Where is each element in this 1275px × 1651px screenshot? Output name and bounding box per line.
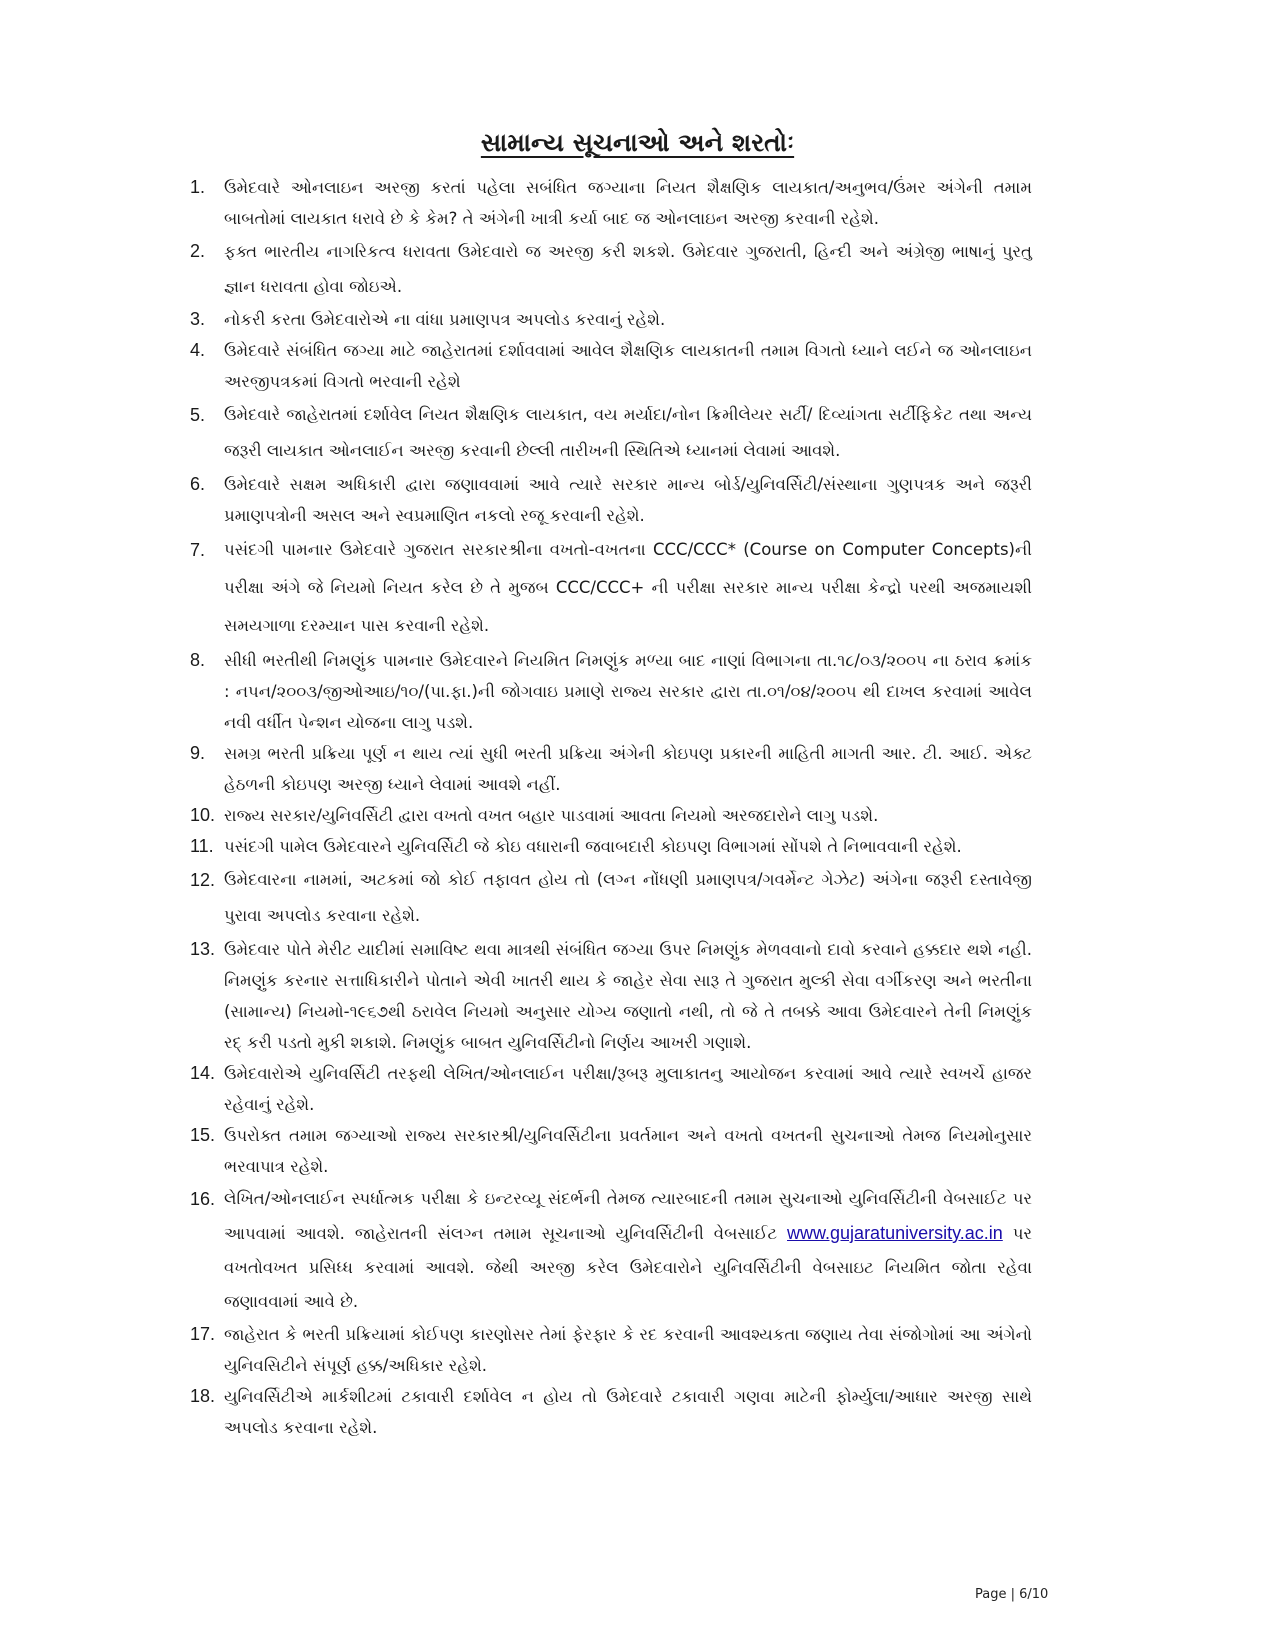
instructions-list bbox=[190, 172, 1032, 1443]
page-title: સામાન્ય સૂચનાઓ અને શરતોઃ bbox=[480, 128, 795, 157]
list-item: 7. પસંદગી પામનાર ઉમેદવારે ગુજરાત સરકારશ્રીના વખતો-વખતના CCC/CCC* (Course on Computer Concepts)ની પરીક્ષા અંગે જે નિયમો નિયત કરેલ છે તે મુજબ CCC/CCC+ ની પરીક્ષા સરકાર માન્ય પરીક્ષા કેન્દ્રો પરથી અજમાયશી સમયગાળા દરમ્યાન પાસ કરવાની રહેશે. bbox=[190, 540, 1032, 635]
university-website-link[interactable]: www.gujaratuniversity.ac.in bbox=[787, 1223, 1003, 1243]
list-item: 17. જાહેરાત કે ભરતી પ્રક્રિયામાં કોઈપણ કારણોસર તેમાં ફેરફાર કે રદ કરવાની આવશ્યકતા જણાય તેવા સંજોગોમાં આ અંગેનો યુનિવસિટીને સંપૂર્ણ હક્ક/અધિકાર રહેશે. bbox=[190, 1324, 1032, 1375]
list-item: 12. ઉમેદવારના નામમાં, અટકમાં જો કોઈ તફાવત હોય તો (લગ્ન નોંધણી પ્રમાણપત્ર/ગવર્મેન્ટ ગેઝેટ) અંગેના જરૂરી દસ્તાવેજી પુરાવા અપલોડ કરવાના રહેશે. bbox=[190, 870, 1032, 925]
list-item: 3. નોકરી કરતા ઉમેદવારોએ ના વાંધા પ્રમાણપત્ર અપલોડ કરવાનું રહેશે. bbox=[190, 309, 666, 329]
list-item: 9. સમગ્ર ભરતી પ્રક્રિયા પૂર્ણ ન થાય ત્યાં સુધી ભરતી પ્રક્રિયા અંગેની કોઇપણ પ્રકારની માહિતી માગતી આર. ટી. આઈ. એક્ટ હેઠળની કોઇપણ અરજી ધ્યાને લેવામાં આવશે નહીં. bbox=[190, 743, 1032, 794]
list-item: 6. ઉમેદવારે સક્ષમ અધિકારી દ્વારા જણાવવામાં આવે ત્યારે સરકાર માન્ય બોર્ડ/યુનિવર્સિટી/સંસ્થાના ગુણપત્રક અને જરૂરી પ્રમાણપત્રોની અસલ અને સ્વપ્રમાણિત નકલો રજૂ કરવાની રહેશે. bbox=[190, 474, 1032, 525]
list-item: 16. લેખિત/ઓનલાઈન સ્પર્ધાત્મક પરીક્ષા કે ઇન્ટરવ્યૂ સંદર્ભની તેમજ ત્યારબાદની તમામ સુચનાઓ યુનિવર્સિટીની વેબસાઈટ પર આપવામાં આવશે. જાહેરાતની સંલગ્ન તમામ સૂચનાઓ યુનિવર્સિટીની વેબસાઈટ www.gujaratuniversity.ac.in પર વખતોવખત પ્રસિધ્ધ કરવામાં આવશે. જેથી અરજી કરેલ ઉમેદવારોને યુનિવર્સિટીની વેબસાઇટ નિયમિત જોતા રહેવા જણાવવામાં આવે છે. bbox=[190, 1189, 1032, 1311]
list-item: 11. પસંદગી પામેલ ઉમેદવારને યુનિવર્સિટી જે કોઇ વધારાની જવાબદારી કોઇપણ વિભાગમાં સોંપશે તે નિભાવવાની રહેશે. bbox=[190, 836, 962, 856]
list-item: 8. સીધી ભરતીથી નિમણુંક પામનાર ઉમેદવારને નિયમિત નિમણુંક મળ્યા બાદ નાણાં વિભાગના તા.૧૮/૦૩/૨૦૦૫ ના ઠરાવ ક્રમાંક : નપન/૨૦૦૩/જીઓઆઇ/૧૦/(પા.ફા.)ની જોગવાઇ પ્રમાણે રાજ્ય સરકાર દ્વારા તા.૦૧/૦૪/૨૦૦૫ થી દાખલ કરવામાં આવેલ નવી વર્ધીત પેન્શન યોજના લાગુ પડશે. bbox=[190, 650, 1032, 732]
list-item: 4. ઉમેદવારે સંબંધિત જગ્યા માટે જાહેરાતમાં દર્શાવવામાં આવેલ શૈક્ષણિક લાયકાતની તમામ વિગતો ધ્યાને લઈને જ ઓનલાઇન અરજીપત્રકમાં વિગતો ભરવાની રહેશે bbox=[190, 340, 1032, 391]
list-item: 1. ઉમેદવારે ઓનલાઇન અરજી કરતાં પહેલા સબંધિત જગ્યાના નિયત શૈક્ષણિક લાયકાત/અનુભવ/ઉંમર અંગેની તમામ બાબતોમાં લાયકાત ધરાવે છે કે કેમ? તે અંગેની ખાત્રી કર્યા બાદ જ ઓનલાઇન અરજી કરવાની રહેશે. bbox=[190, 177, 1032, 228]
list-item: 13. ઉમેદવાર પોતે મેરીટ યાદીમાં સમાવિષ્ટ થવા માત્રથી સંબંધિત જગ્યા ઉપર નિમણુંક મેળવવાનો દાવો કરવાને હક્કદાર થશે નહી. નિમણુંક કરનાર સત્તાધિકારીને પોતાને એવી ખાતરી થાય કે જાહેર સેવા સારૂ તે ગુજરાત મુલ્કી સેવા વર્ગીકરણ અને ભરતીના (સામાન્ય) નિયમો-૧૯૬૭થી ઠરાવેલ નિયમો અનુસાર યોગ્ય જણાતો નથી, તો જે તે તબક્કે આવા ઉમેદવારને તેની નિમણુંક રદ્ કરી પડતો મુકી શકાશે. નિમણુંક બાબત યુનિવર્સિટીનો નિર્ણય આખરી ગણાશે. bbox=[190, 939, 1032, 1052]
list-item: 14. ઉમેદવારોએ યુનિવર્સિટી તરફથી લેખિત/ઓનલાઈન પરીક્ષા/રૂબરૂ મુલાકાતનુ આયોજન કરવામાં આવે ત્યારે સ્વખર્ચે હાજર રહેવાનું રહેશે. bbox=[190, 1063, 1032, 1114]
list-item: 5. ઉમેદવારે જાહેરાતમાં દર્શાવેલ નિયત શૈક્ષણિક લાયકાત, વય મર્યાદા/નોન ક્રિમીલેયર સર્ટી/ દિવ્યાંગતા સર્ટીફિકેટ તથા અન્ય જરૂરી લાયકાત ઓનલાઈન અરજી કરવાની છેલ્લી તારીખની સ્થિતિએ ધ્યાનમાં લેવામાં આવશે. bbox=[190, 405, 1032, 460]
list-item: 10. રાજ્ય સરકાર/યુનિવર્સિટી દ્વારા વખતો વખત બહાર પાડવામાં આવતા નિયમો અરજદારોને લાગુ પડશે. bbox=[190, 805, 879, 825]
page-number: Page | 6/10 bbox=[975, 1587, 1049, 1602]
list-item: 18. યુનિવર્સિટીએ માર્કશીટમાં ટકાવારી દર્શાવેલ ન હોય તો ઉમેદવારે ટકાવારી ગણવા માટેની ફોર્મ્યુલા/આધાર અરજી સાથે અપલોડ કરવાના રહેશે. bbox=[190, 1386, 1032, 1437]
list-item: 2. ફક્ત ભારતીય નાગરિકત્વ ધરાવતા ઉમેદવારો જ અરજી કરી શકશે. ઉમેદવાર ગુજરાતી, હિન્દી અને અંગ્રેજી ભાષાનું પુરતુ જ્ઞાન ધરાવતા હોવા જોઇએ. bbox=[190, 241, 1032, 296]
list-item: 15. ઉપરોક્ત તમામ જગ્યાઓ રાજ્ય સરકારશ્રી/યુનિવર્સિટીના પ્રવર્તમાન અને વખતો વખતની સુચનાઓ તેમજ નિયમોનુસાર ભરવાપાત્ર રહેશે. bbox=[190, 1125, 1032, 1176]
